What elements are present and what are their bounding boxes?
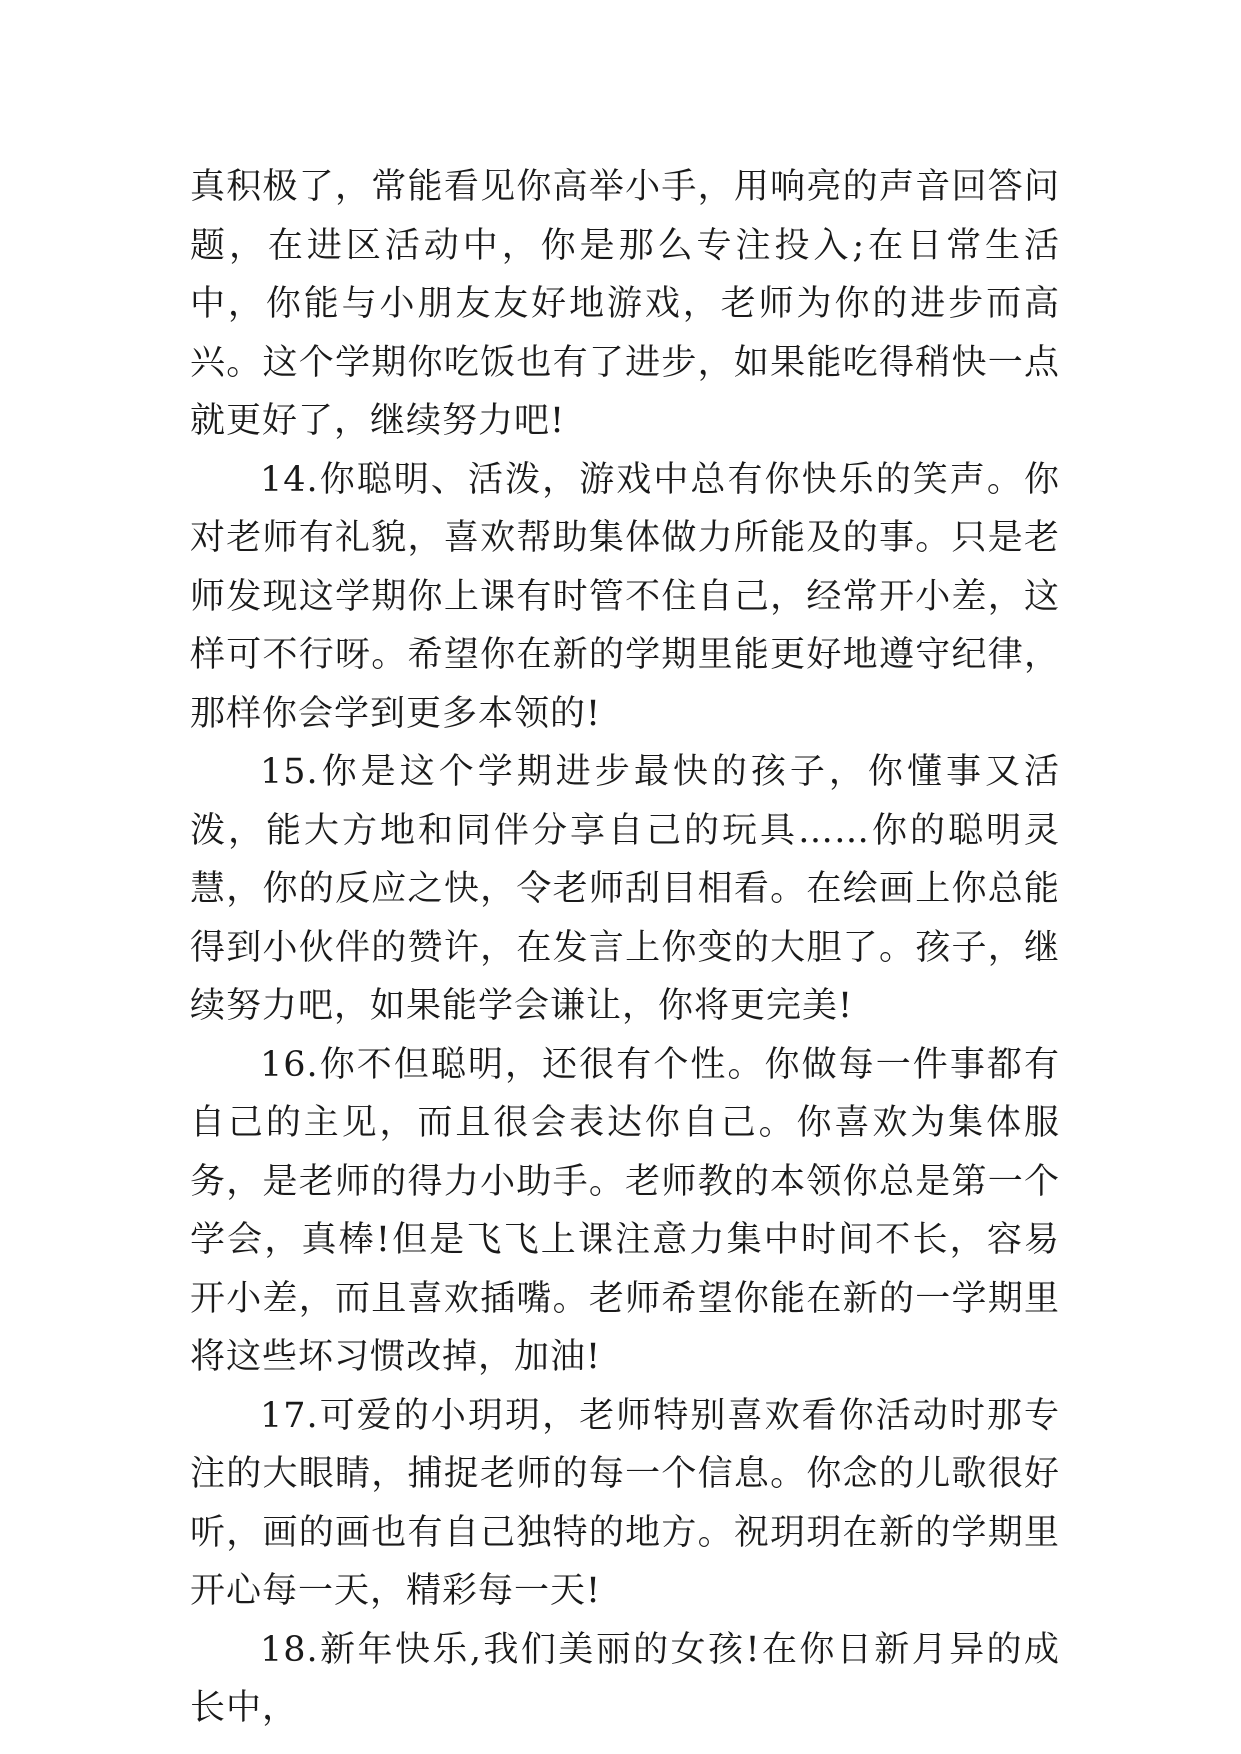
paragraph-item-18: 18.新年快乐,我们美丽的女孩!在你日新月异的成长中， <box>190 1629 1060 1728</box>
document-body <box>190 158 1060 1738</box>
paragraph-item-16: 16.你不但聪明，还很有个性。你做每一件事都有自己的主见，而且很会表达你自己。你喜欢为集体服务，是老师的得力小助手。老师教的本领你总是第一个学会，真棒!但是飞飞上课注意力集中时间不长，容易开小差，而且喜欢插嘴。老师希望你能在新的一学期里将这些坏习惯改掉，加油! <box>190 1044 1060 1377</box>
paragraph-item-17: 17.可爱的小玥玥，老师特别喜欢看你活动时那专注的大眼睛，捕捉老师的每一个信息。你念的儿歌很好听，画的画也有自己独特的地方。祝玥玥在新的学期里开心每一天，精彩每一天! <box>190 1395 1060 1611</box>
paragraph-item-14: 14.你聪明、活泼，游戏中总有你快乐的笑声。你对老师有礼貌，喜欢帮助集体做力所能及的事。只是老师发现这学期你上课有时管不住自己，经常开小差，这样可不行呀。希望你在新的学期里能更好地遵守纪律，那样你会学到更多本领的! <box>190 459 1060 734</box>
paragraph-continuation: 真积极了，常能看见你高举小手，用响亮的声音回答问题，在进区活动中，你是那么专注投入;在日常生活中，你能与小朋友友好地游戏，老师为你的进步而高兴。这个学期你吃饭也有了进步，如果能吃得稍快一点就更好了，继续努力吧! <box>190 167 1060 441</box>
paragraph-item-15: 15.你是这个学期进步最快的孩子，你懂事又活泼，能大方地和同伴分享自己的玩具……你的聪明灵慧，你的反应之快，令老师刮目相看。在绘画上你总能得到小伙伴的赞许，在发言上你变的大胆了。孩子，继续努力吧，如果能学会谦让，你将更完美! <box>190 752 1060 1026</box>
